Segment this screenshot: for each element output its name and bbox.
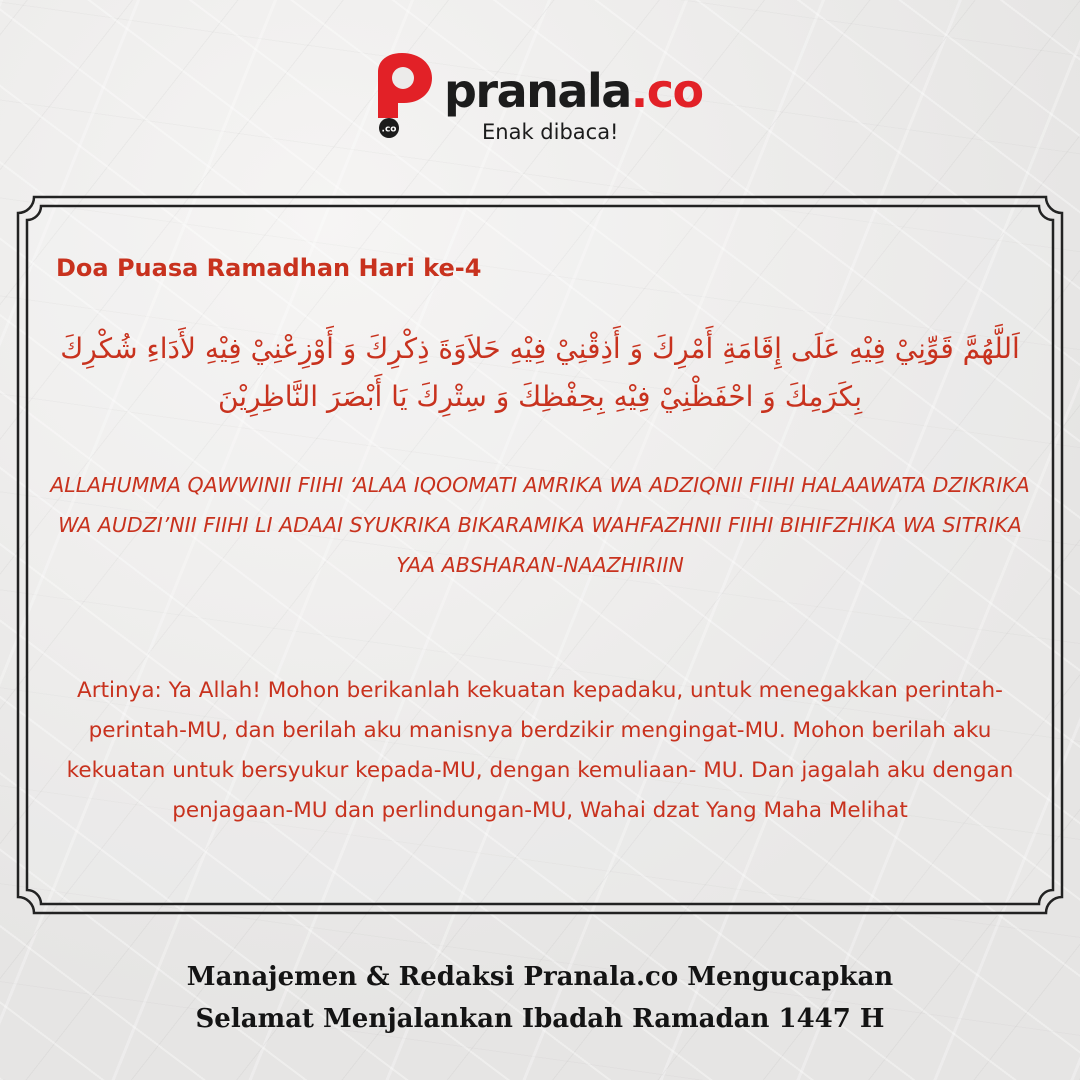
prayer-card [14, 193, 1066, 917]
brand-name-main: pranala [444, 64, 631, 118]
prayer-meaning: Artinya: Ya Allah! Mohon berikanlah kekuatan kepadaku, untuk menegakkan perintah-perintah-MU, dan berilah aku manisnya berdzikir mengingat-MU. Mohon berilah aku kekuatan untuk bersyukur kepada-MU, dengan kemuliaan- MU. Dan jagalah aku dengan penjagaan-MU dan perlindungan-MU, Wahai dzat Yang Maha Melihat [66, 678, 1014, 823]
greeting-line-2: Selamat Menjalankan Ibadah Ramadan 1447 H [195, 1004, 885, 1034]
card-content [50, 193, 1030, 917]
prayer-transliteration: ALLAHUMMA QAWWINII FIIHI ‘ALAA IQOOMATI AMRIKA WA ADZIQNII FIIHI HALAAWATA DZIKRIKA WA AUDZI’NII FIIHI LI ADAAI SYUKRIKA BIKARAMIKA WAHFAZHNII FIIHI BIHIFZHIKA WA SITRIKA YAA ABSHARAN-NAAZHIRIIN [50, 473, 1030, 577]
prayer-arabic-text: اَللَّهُمَّ قَوِّنِيْ فِيْهِ عَلَى إِقَامَةِ أَمْرِكَ وَ أَذِقْنِيْ فِيْهِ حَلاَوَةَ ذِكْرِكَ وَ أَوْزِعْنِيْ فِيْهِ لأَدَاءِ شُكْرِكَ بِكَرَمِكَ وَ احْفَظْنِيْ فِيْهِ بِحِفْظِكَ وَ سِتْرِكَ يَا أَبْصَرَ النَّاظِرِيْنَ [60, 332, 1020, 413]
greeting-message [0, 956, 1080, 1040]
pranala-logo-icon [372, 48, 442, 140]
brand-logo [372, 48, 712, 148]
brand-name-tld: .co [630, 64, 703, 118]
logo-mark-label: .co [381, 124, 397, 135]
prayer-title: Doa Puasa Ramadhan Hari ke-4 [56, 254, 482, 282]
greeting-line-1: Manajemen & Redaksi Pranala.co Mengucapkan [186, 962, 894, 992]
brand-tagline: Enak dibaca! [482, 120, 619, 144]
brand-name [444, 64, 703, 118]
